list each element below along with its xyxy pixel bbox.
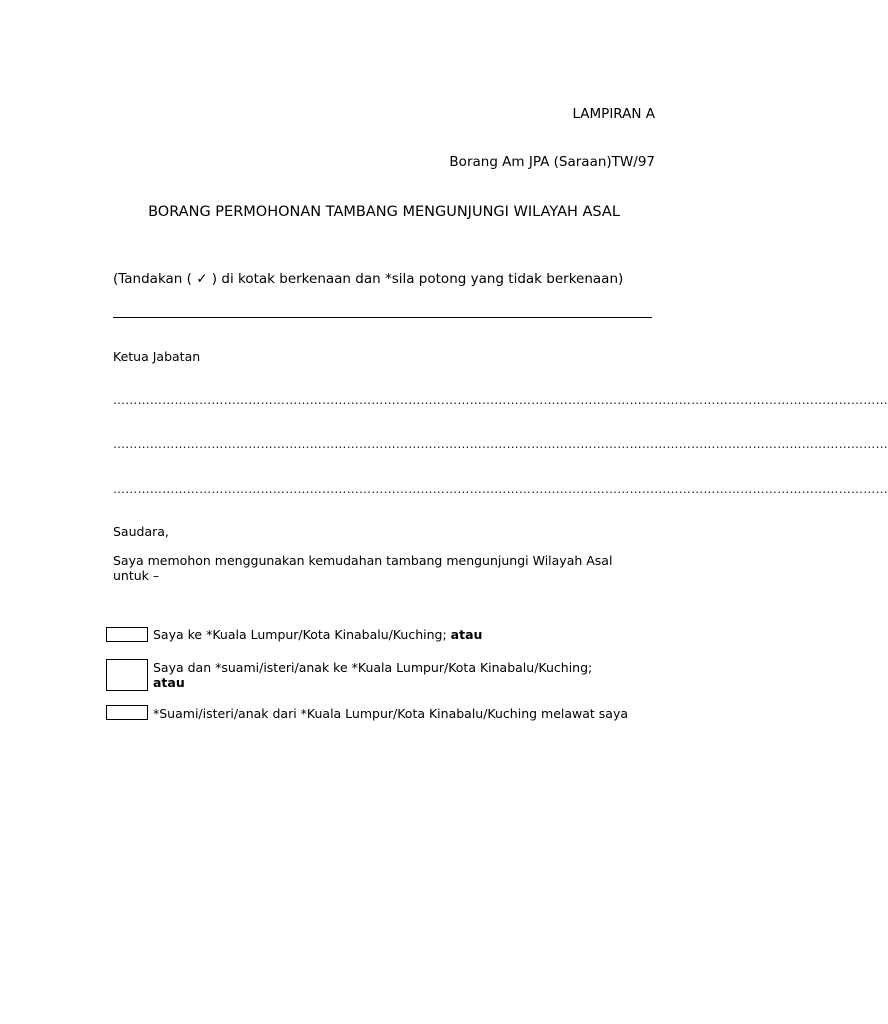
- option-1-text: Saya ke *Kuala Lumpur/Kota Kinabalu/Kuching;: [153, 627, 451, 642]
- option-1-label: [153, 627, 653, 642]
- form-title: BORANG PERMOHONAN TAMBANG MENGUNJUNGI WILAYAH ASAL: [148, 204, 620, 220]
- option-3-label: [153, 706, 673, 721]
- option-2-label: [153, 660, 623, 690]
- option-2-text: Saya dan *suami/isteri/anak ke *Kuala Lumpur/Kota Kinabalu/Kuching;: [153, 660, 593, 675]
- request-paragraph: Saya memohon menggunakan kemudahan tambang mengunjungi Wilayah Asal untuk –: [113, 553, 613, 583]
- separator-line: [113, 317, 652, 318]
- option-1-checkbox[interactable]: [106, 627, 148, 642]
- option-3-checkbox[interactable]: [106, 705, 148, 720]
- address-line-1[interactable]: ………………………………………………………………………………………………………………………………………………………………………: [113, 393, 888, 407]
- form-reference: Borang Am JPA (Saraan)TW/97: [449, 154, 655, 170]
- recipient-label: Ketua Jabatan: [113, 349, 201, 364]
- option-2-checkbox[interactable]: [106, 659, 148, 691]
- salutation: Saudara,: [113, 524, 169, 539]
- instruction-text: (Tandakan ( ✓ ) di kotak berkenaan dan *sila potong yang tidak berkenaan): [113, 271, 624, 287]
- option-2-atau: atau: [153, 675, 185, 690]
- annex-label: LAMPIRAN A: [572, 106, 655, 122]
- option-1-atau: atau: [450, 627, 483, 642]
- address-line-3[interactable]: ………………………………………………………………………………………………………………………………………………………………………: [113, 482, 888, 496]
- address-line-2[interactable]: ………………………………………………………………………………………………………………………………………………………………………: [113, 437, 888, 451]
- option-3-text: *Suami/isteri/anak dari *Kuala Lumpur/Kota Kinabalu/Kuching melawat saya: [153, 706, 629, 721]
